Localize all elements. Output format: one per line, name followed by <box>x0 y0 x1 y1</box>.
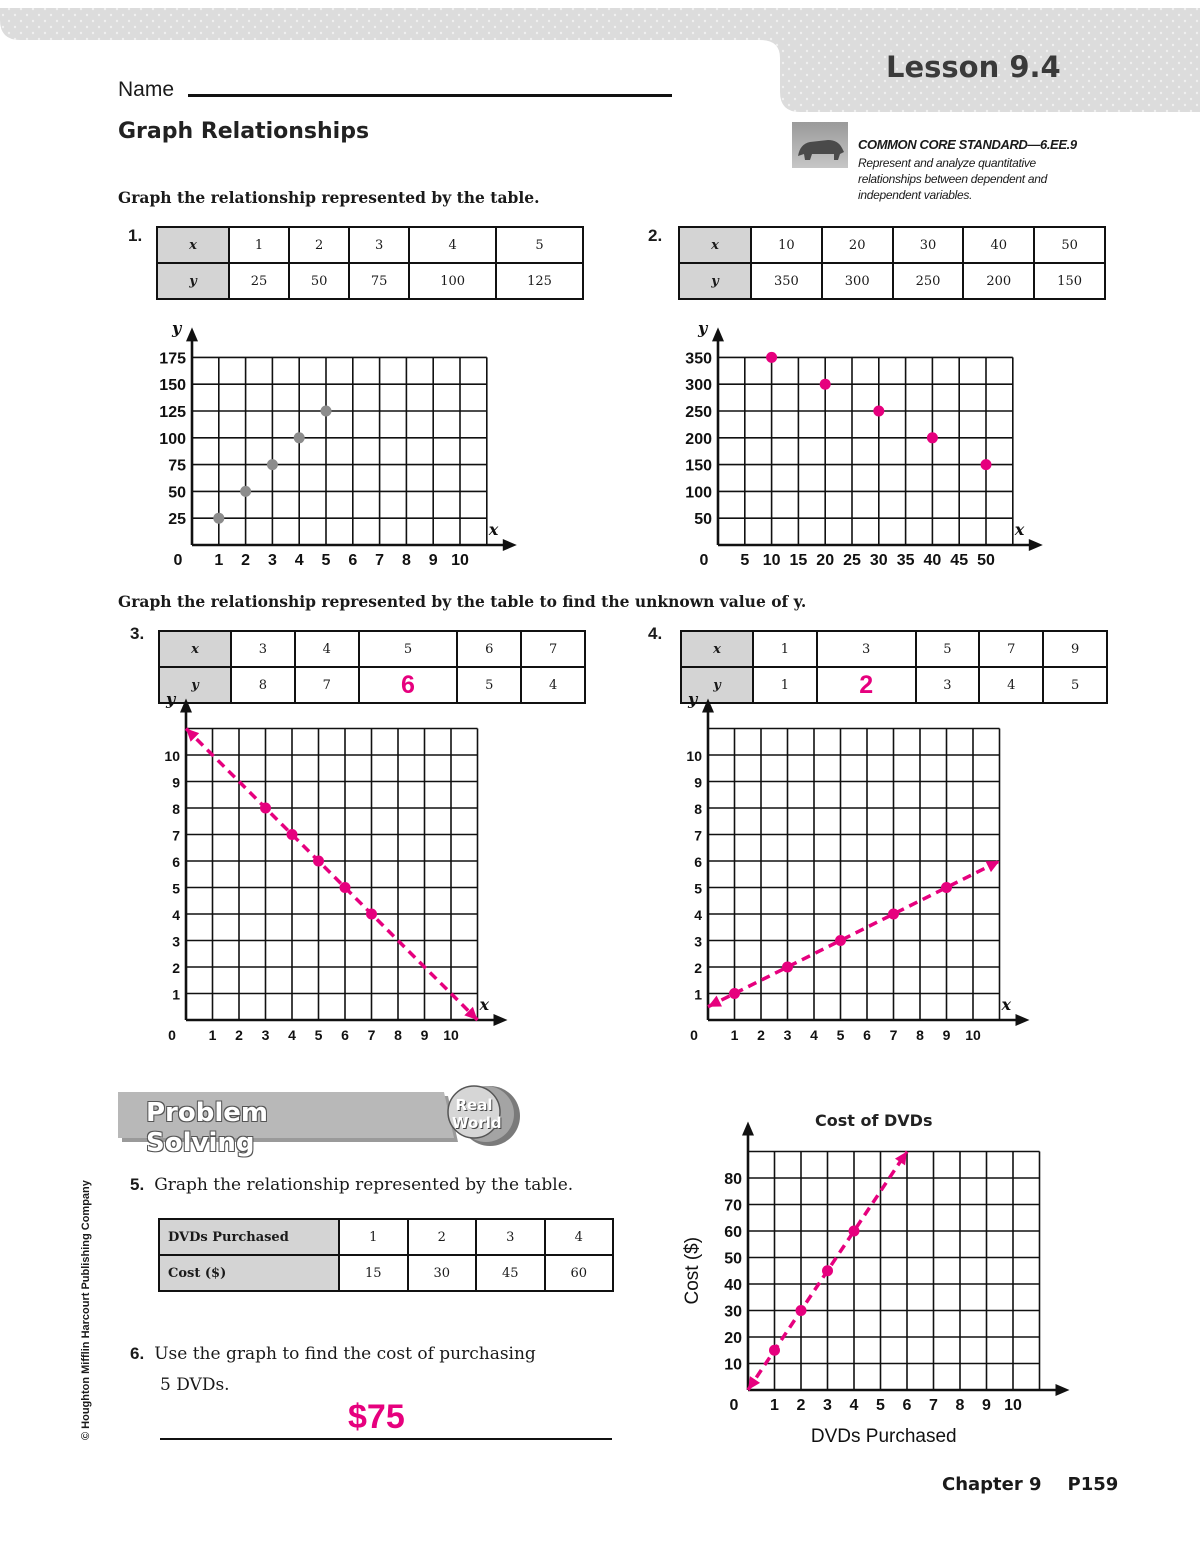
x-tick-label: 7 <box>929 1397 938 1414</box>
x-tick-label: 4 <box>288 1027 296 1043</box>
x-tick-label: 2 <box>796 1397 806 1414</box>
row-label: Cost ($) <box>159 1255 339 1291</box>
table-cell: 4 <box>295 631 359 667</box>
table-cell: 60 <box>545 1255 614 1291</box>
table-cell: 6 <box>457 631 521 667</box>
answer-cell: 6 <box>359 667 458 703</box>
y-tick-label: 8 <box>694 801 702 817</box>
y-tick-label: 50 <box>168 484 186 502</box>
table-cell: 5 <box>359 631 458 667</box>
badge-line: Real <box>455 1096 493 1114</box>
data-point <box>796 1305 807 1316</box>
y-tick-label: 100 <box>685 484 712 502</box>
table-cell: 125 <box>496 263 583 299</box>
lesson-label: Lesson 9.4 <box>886 50 1061 84</box>
y-axis-arrow <box>742 1122 754 1136</box>
x-header: x <box>679 227 751 263</box>
x-tick-label: 10 <box>762 552 781 569</box>
instruction-1: Graph the relationship represented by the table. <box>118 188 540 207</box>
x-header: x <box>159 631 231 667</box>
x-tick-label: 10 <box>451 552 469 569</box>
data-point <box>822 1265 833 1276</box>
x-tick-label: 25 <box>843 552 861 569</box>
table-cell: 350 <box>751 263 822 299</box>
table-cell: 7 <box>295 667 359 703</box>
table-cell: 30 <box>893 227 964 263</box>
table-cell: 4 <box>521 667 585 703</box>
answer-cell: 2 <box>817 667 916 703</box>
x-tick-label: 8 <box>394 1027 402 1043</box>
x-tick-label: 10 <box>443 1027 459 1043</box>
x-tick-label: 30 <box>869 552 888 569</box>
x-tick-label: 2 <box>241 552 251 569</box>
x-tick-label: 9 <box>428 552 438 569</box>
y-axis-label: y <box>172 318 182 338</box>
x-tick-label: 5 <box>321 552 331 569</box>
x-tick-label: 8 <box>916 1027 924 1043</box>
x-axis-label: DVDs Purchased <box>810 1426 957 1447</box>
y-tick-label: 1 <box>694 986 702 1003</box>
data-point <box>849 1226 860 1237</box>
table-cell: 1 <box>753 631 817 667</box>
y-tick-label: 2 <box>172 960 180 976</box>
y-tick-label: 7 <box>694 827 702 844</box>
y-header: y <box>679 263 751 299</box>
x-tick-label: 5 <box>836 1027 845 1043</box>
y-tick-label: 9 <box>694 774 702 791</box>
table-cell: 250 <box>893 263 964 299</box>
y-tick-label: 10 <box>724 1356 742 1374</box>
x-tick-label: 1 <box>208 1027 217 1043</box>
y-tick-label: 175 <box>159 350 186 368</box>
table-cell: 3 <box>817 631 916 667</box>
x-tick-label: 4 <box>810 1027 818 1043</box>
table-cell: 50 <box>1034 227 1105 263</box>
y-tick-label: 250 <box>685 404 712 421</box>
x-tick-label: 6 <box>902 1397 912 1414</box>
x-tick-label: 0 <box>690 1027 698 1043</box>
y-tick-label: 75 <box>168 457 186 475</box>
x-axis-label: x <box>1014 520 1025 539</box>
table-cell: 20 <box>822 227 893 263</box>
y-tick-label: 4 <box>694 907 702 923</box>
table-cell: 3 <box>476 1219 545 1255</box>
table-cell: 5 <box>457 667 521 703</box>
y-tick-label: 150 <box>685 457 712 475</box>
y-axis-label: y <box>688 689 698 709</box>
x-tick-label: 1 <box>730 1027 739 1043</box>
x-tick-label: 9 <box>942 1027 951 1043</box>
x-tick-label: 10 <box>965 1027 981 1043</box>
x-header: x <box>681 631 753 667</box>
y-tick-label: 20 <box>724 1330 742 1347</box>
x-axis-label: x <box>479 995 490 1014</box>
y-tick-label: 10 <box>686 748 702 764</box>
table-cell: 50 <box>289 263 349 299</box>
x-tick-label: 45 <box>950 552 969 569</box>
standard-title: COMMON CORE STANDARD—6.EE.9 <box>858 137 1077 152</box>
row-label: DVDs Purchased <box>159 1219 339 1255</box>
problem-solving-title: Problem Solving <box>146 1098 268 1158</box>
table-cell: 15 <box>339 1255 408 1291</box>
x-tick-label: 8 <box>955 1397 965 1414</box>
x-tick-label: 9 <box>420 1027 429 1043</box>
x-tick-label: 20 <box>816 552 835 569</box>
y-tick-label: 4 <box>172 907 180 923</box>
x-tick-label: 6 <box>863 1027 871 1043</box>
table-cell: 200 <box>963 263 1034 299</box>
x-tick-label: 3 <box>261 1027 270 1043</box>
table-cell: 4 <box>409 227 496 263</box>
table-cell: 10 <box>751 227 822 263</box>
x-tick-label: 0 <box>699 552 709 569</box>
table-cell: 5 <box>496 227 583 263</box>
name-label: Name <box>118 78 175 101</box>
x-tick-label: 40 <box>923 552 942 569</box>
x-tick-label: 15 <box>789 552 808 569</box>
y-tick-label: 60 <box>724 1224 742 1241</box>
badge-line: World <box>452 1114 502 1132</box>
y-tick-label: 3 <box>694 933 702 950</box>
x-axis-label: x <box>1001 995 1012 1014</box>
y-tick-label: 40 <box>724 1277 742 1294</box>
y-tick-label: 350 <box>685 350 712 368</box>
problem-number: 1. <box>128 226 143 245</box>
standard-description: Represent and analyze quantitative relationships between dependent and independent variables. <box>858 156 1047 202</box>
x-header: x <box>157 227 229 263</box>
table-cell: 4 <box>979 667 1043 703</box>
table-cell: 3 <box>349 227 409 263</box>
x-tick-label: 0 <box>173 552 183 569</box>
table-cell: 300 <box>822 263 893 299</box>
y-tick-label: 3 <box>172 933 180 950</box>
x-tick-label: 2 <box>235 1027 243 1043</box>
y-tick-label: 6 <box>694 854 702 870</box>
y-axis-label: y <box>166 689 176 709</box>
x-tick-label: 1 <box>214 552 224 569</box>
y-header: y <box>157 263 229 299</box>
problem-number: 4. <box>648 624 663 643</box>
table-cell: 100 <box>409 263 496 299</box>
y-tick-label: 30 <box>724 1303 742 1321</box>
x-tick-label: 6 <box>341 1027 349 1043</box>
x-tick-label: 7 <box>889 1027 898 1043</box>
y-tick-label: 150 <box>159 377 186 395</box>
table-cell: 8 <box>231 667 295 703</box>
table-cell: 3 <box>916 667 980 703</box>
chart-title: Cost of DVDs <box>815 1111 933 1130</box>
table-cell: 9 <box>1043 631 1107 667</box>
x-tick-label: 3 <box>267 552 277 569</box>
y-tick-label: 50 <box>724 1250 742 1268</box>
instruction-2: Graph the relationship represented by the table to find the unknown value of y. <box>118 592 807 611</box>
table-cell: 150 <box>1034 263 1105 299</box>
x-tick-label: 5 <box>314 1027 323 1043</box>
table-cell: 2 <box>289 227 349 263</box>
y-tick-label: 5 <box>172 880 180 897</box>
question-number: 6. <box>130 1344 145 1363</box>
table-cell: 1 <box>753 667 817 703</box>
y-tick-label: 200 <box>685 430 712 448</box>
x-tick-label: 3 <box>783 1027 792 1043</box>
x-tick-label: 7 <box>367 1027 376 1043</box>
x-tick-label: 7 <box>375 552 385 569</box>
table-cell: 45 <box>476 1255 545 1291</box>
y-header: y <box>681 667 753 703</box>
table-cell: 2 <box>408 1219 477 1255</box>
x-tick-label: 0 <box>168 1027 176 1043</box>
table-cell: 1 <box>339 1219 408 1255</box>
question-text: Use the graph to find the cost of purchasing <box>154 1344 536 1364</box>
x-axis-arrow <box>1056 1384 1070 1396</box>
y-header: y <box>159 667 231 703</box>
page-title: Graph Relationships <box>118 119 370 144</box>
chapter-label: Chapter 9 <box>942 1474 1042 1495</box>
y-tick-label: 125 <box>159 404 186 421</box>
x-tick-label: 4 <box>294 552 304 569</box>
y-tick-label: 80 <box>724 1171 742 1188</box>
y-tick-label: 8 <box>172 801 180 817</box>
table-cell: 5 <box>916 631 980 667</box>
y-tick-label: 70 <box>724 1197 742 1215</box>
x-tick-label: 9 <box>982 1397 991 1414</box>
y-tick-label: 9 <box>172 774 180 791</box>
table-cell: 3 <box>231 631 295 667</box>
y-tick-label: 2 <box>694 960 702 976</box>
data-point <box>769 1345 780 1356</box>
y-tick-label: 300 <box>685 377 712 395</box>
y-tick-label: 5 <box>694 880 702 897</box>
x-tick-label: 6 <box>348 552 358 569</box>
line-arrow <box>748 1376 760 1390</box>
problem-number: 2. <box>648 226 663 245</box>
x-tick-label: 3 <box>823 1397 832 1414</box>
table-cell: 7 <box>521 631 585 667</box>
x-tick-label: 5 <box>740 552 750 569</box>
x-tick-label: 1 <box>770 1397 779 1414</box>
x-tick-label: 4 <box>849 1397 859 1414</box>
y-tick-label: 7 <box>172 827 180 844</box>
table-cell: 25 <box>229 263 289 299</box>
y-tick-label: 6 <box>172 854 180 870</box>
table-cell: 7 <box>979 631 1043 667</box>
table-cell: 4 <box>545 1219 614 1255</box>
question-text: 5 DVDs. <box>160 1375 230 1395</box>
question-text: Graph the relationship represented by the table. <box>154 1175 574 1195</box>
x-tick-label: 10 <box>1004 1397 1022 1414</box>
y-tick-label: 10 <box>164 748 180 764</box>
x-tick-label: 50 <box>977 552 995 569</box>
table-cell: 40 <box>963 227 1034 263</box>
y-tick-label: 50 <box>694 511 712 529</box>
page-number: P159 <box>1067 1474 1119 1495</box>
x-tick-label: 5 <box>876 1397 885 1414</box>
question-number: 5. <box>130 1175 145 1194</box>
x-tick-label: 35 <box>896 552 915 569</box>
x-tick-label: 8 <box>401 552 411 569</box>
table-cell: 1 <box>229 227 289 263</box>
x-tick-label: 0 <box>729 1397 739 1414</box>
y-axis-label: Cost ($) <box>682 1236 703 1305</box>
table-cell: 5 <box>1043 667 1107 703</box>
copyright-text: © Houghton Mifflin Harcourt Publishing Company <box>80 1180 92 1440</box>
table-cell: 75 <box>349 263 409 299</box>
y-tick-label: 25 <box>168 511 186 529</box>
x-tick-label: 2 <box>757 1027 765 1043</box>
y-tick-label: 100 <box>159 430 186 448</box>
x-axis-label: x <box>488 520 499 539</box>
y-tick-label: 1 <box>172 986 180 1003</box>
answer-6: $75 <box>348 1398 405 1436</box>
y-axis-label: y <box>698 318 708 338</box>
problem-number: 3. <box>130 624 145 643</box>
table-cell: 30 <box>408 1255 477 1291</box>
